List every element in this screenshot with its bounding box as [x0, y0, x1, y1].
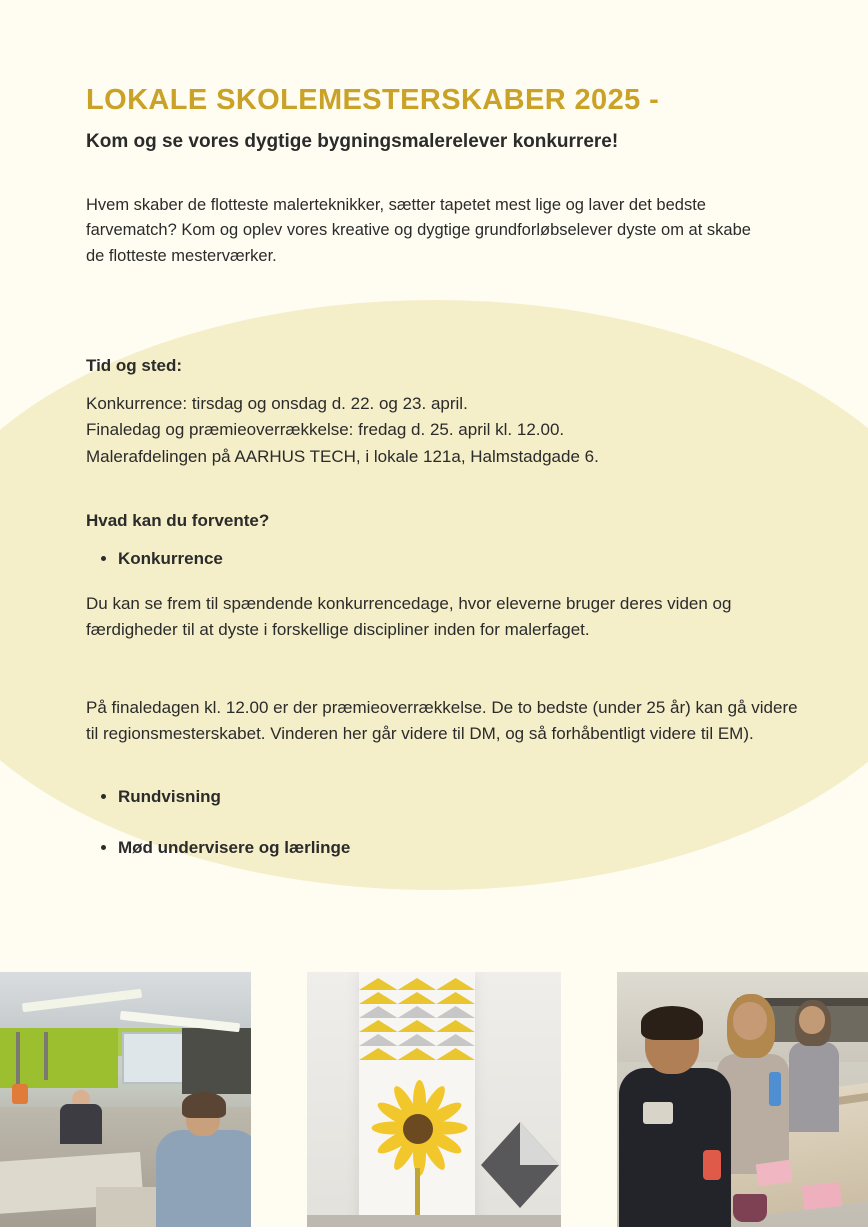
workshop-person-back-body [60, 1104, 102, 1144]
workshop-orange-tool [12, 1084, 28, 1104]
student-middle-head [733, 1002, 767, 1040]
sunflower-stem [415, 1168, 420, 1216]
workshop-window [122, 1032, 186, 1084]
student-back-right-head [799, 1006, 825, 1034]
expectations-heading: Hvad kan du forvente? [86, 511, 270, 530]
chevron-row-3 [359, 1006, 475, 1018]
student-foreground-hair [641, 1006, 703, 1040]
pink-paper-right [802, 1182, 842, 1210]
bullet-list-konkurrence [86, 546, 718, 572]
workshop-dark-panel [182, 1028, 251, 1094]
bullet-list-rundvisning [86, 784, 718, 810]
workshop-hanging-rod-left [16, 1032, 20, 1090]
photo-strip [0, 972, 868, 1227]
competition-paragraph: Du kan se frem til spændende konkurrencedage, hvor eleverne bruger deres viden og færdigheder til at dyste i forskellige discipliner inden for malerfaget. [86, 594, 732, 639]
student-foreground-body [619, 1068, 731, 1227]
students-at-bench-photo [617, 972, 868, 1227]
intro-paragraph: Hvem skaber de flotteste malerteknikker, sætter tapetet mest lige og laver det bedste farvematch? Kom og oplev vores kreative og dygtige grundforløbselever dyste om at skabe de flotteste mesterværker. [86, 195, 751, 265]
chevron-row-4 [359, 1020, 475, 1032]
workshop-person-front-body [156, 1130, 251, 1227]
paint-cup [733, 1194, 767, 1222]
student-foreground-shirt-logo [643, 1102, 673, 1124]
time-place-line-1: Konkurrence: tirsdag og onsdag d. 22. og 23. april. [86, 394, 468, 413]
final-day-paragraph: På finaledagen kl. 12.00 er der præmieoverrækkelse. De to bedste (under 25 år) kan gå videre til regionsmesterskabet. Vinderen her går videre til DM, og så forhåbentligt videre til EM). [86, 698, 798, 744]
chevron-row-5 [359, 1034, 475, 1046]
student-back-right-body [789, 1042, 839, 1132]
workshop-person-front-hair [182, 1092, 226, 1118]
chevron-row-6 [359, 1048, 475, 1060]
water-bottle [769, 1072, 781, 1106]
paint-tool-in-hand [703, 1150, 721, 1180]
wall-floor-line [307, 1215, 561, 1227]
list-item-konkurrence: • Konkurrence [118, 546, 718, 572]
time-place-heading: Tid og sted: [86, 356, 183, 375]
workshop-students-photo [0, 972, 251, 1227]
list-item-moed-undervisere: • Mød undervisere og lærlinge [118, 835, 718, 861]
chevron-row-1 [359, 978, 475, 990]
page-subtitle: Kom og se vores dygtige bygningsmalerelever konkurrere! [86, 130, 619, 152]
time-place-line-3: Malerafdelingen på AARHUS TECH, i lokale 121a, Halmstadgade 6. [86, 446, 599, 466]
sunflower-center [403, 1114, 433, 1144]
page-title: LOKALE SKOLEMESTERSKABER 2025 - [86, 84, 660, 117]
time-place-line-2: Finaledag og præmieoverrækkelse: fredag d. 25. april kl. 12.00. [86, 420, 565, 440]
bullet-list-moed-undervisere [86, 835, 718, 861]
pink-paper-left [756, 1160, 793, 1187]
wall-decoration-photo [307, 972, 561, 1227]
workshop-hanging-rod-right [44, 1032, 48, 1080]
list-item-rundvisning: • Rundvisning [118, 784, 718, 810]
time-place-block [86, 391, 806, 470]
chevron-row-2 [359, 992, 475, 1004]
